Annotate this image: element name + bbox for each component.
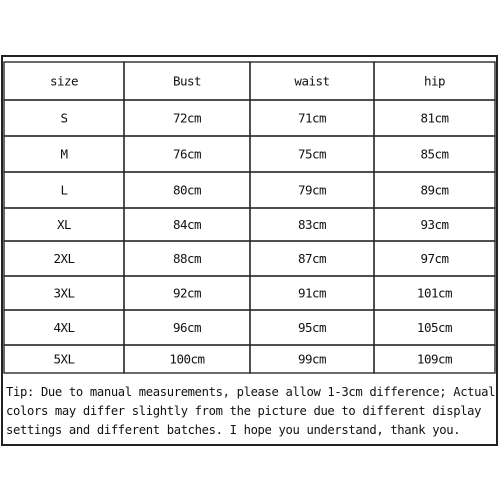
header-bust: Bust <box>172 73 202 89</box>
measurement-value: 85cm <box>420 146 449 162</box>
measurement-value: 72cm <box>172 110 202 126</box>
measurement-value: 88cm <box>172 251 202 266</box>
measurement-value: 95cm <box>297 320 327 335</box>
measurement-value: 71cm <box>297 110 327 126</box>
measurement-value: 84cm <box>172 217 202 232</box>
size-label: XL <box>56 217 72 232</box>
measurement-value: 99cm <box>297 351 327 367</box>
measurement-value: 83cm <box>297 217 327 232</box>
size-label: L <box>60 182 68 198</box>
header-waist: waist <box>294 73 330 89</box>
size-label: 5XL <box>53 351 75 367</box>
measurement-value: 75cm <box>297 146 327 162</box>
measurement-value: 76cm <box>172 146 202 162</box>
measurement-value: 105cm <box>416 320 453 335</box>
measurement-value: 81cm <box>420 110 449 126</box>
measurement-tip: Tip: Due to manual measurements, please allow 1-3cm difference; Actual colors may differ slightly from the picture due to different display settings and different batches. I hope you understand, thank you. <box>6 385 496 437</box>
measurement-value: 87cm <box>297 251 327 266</box>
measurement-value: 101cm <box>416 285 453 301</box>
size-label: M <box>60 146 68 162</box>
header-hip: hip <box>423 73 446 89</box>
measurement-value: 92cm <box>172 285 202 301</box>
measurement-value: 100cm <box>169 351 205 367</box>
measurement-value: 97cm <box>420 251 449 266</box>
size-label: 4XL <box>53 320 75 335</box>
measurement-value: 109cm <box>416 351 453 367</box>
measurement-value: 91cm <box>297 285 327 301</box>
header-size: size <box>49 73 79 89</box>
measurement-value: 96cm <box>172 320 202 335</box>
size-label: S <box>60 110 68 126</box>
size-label: 2XL <box>53 251 75 266</box>
measurement-value: 89cm <box>420 182 449 198</box>
size-label: 3XL <box>53 285 75 301</box>
measurement-value: 80cm <box>172 182 202 198</box>
measurement-value: 93cm <box>420 217 449 232</box>
measurement-value: 79cm <box>297 182 327 198</box>
